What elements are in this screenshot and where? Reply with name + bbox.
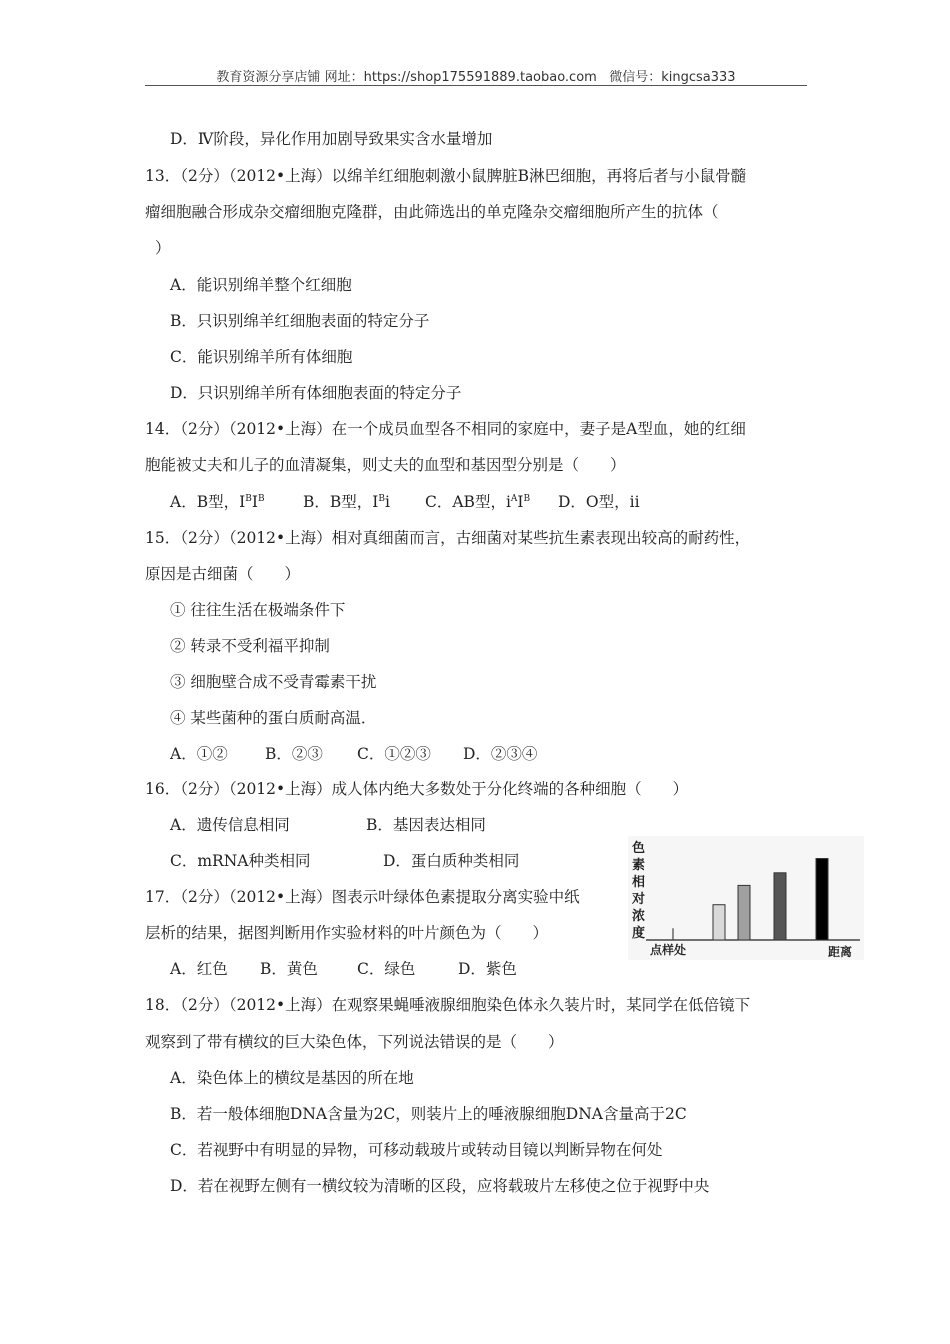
q18-stem-line2: 观察到了带有横纹的巨大染色体，下列说法错误的是（ ） [145, 1033, 564, 1051]
q13-option-d: D．只识别绵羊所有体细胞表面的特定分子 [170, 384, 462, 402]
pigment-chromatography-chart [628, 836, 864, 960]
q14-option-b-text: B．B型，I [303, 493, 379, 511]
q15-item-3: ③ 细胞壁合成不受青霉素干扰 [170, 673, 377, 691]
q14-option-a-mid: I [251, 493, 258, 511]
q16-option-c: C．mRNA种类相同 [170, 852, 311, 870]
q14-option-a-text: A．B型，I [170, 493, 246, 511]
q18-option-b: B．若一般体细胞DNA含量为2C，则装片上的唾液腺细胞DNA含量高于2C [170, 1105, 687, 1123]
q15-item-2: ② 转录不受利福平抑制 [170, 637, 330, 655]
q16-option-a: A．遗传信息相同 [170, 816, 290, 834]
q14-option-c-sup2: B [523, 494, 531, 504]
q18-stem-line1: 18．（2分）（2012•上海）在观察果蝇唾液腺细胞染色体永久装片时，某同学在低倍镜下 [145, 996, 751, 1014]
q13-stem-line2: 瘤细胞融合形成杂交瘤细胞克隆群，由此筛选出的单克隆杂交瘤细胞所产生的抗体（ [145, 203, 719, 221]
q16-option-d: D．蛋白质种类相同 [383, 852, 520, 870]
q14-option-c-text: C．AB型，i [425, 493, 511, 511]
q14-stem-line2: 胞能被丈夫和儿子的血清凝集，则丈夫的血型和基因型分别是（ ） [145, 456, 626, 474]
chart-bar-3 [774, 873, 786, 940]
q14-option-b-sup: B [378, 494, 386, 504]
chart-y-label-char: 对 [632, 892, 646, 907]
q14-option-c-sup1: A [510, 494, 518, 504]
chart-bar-1 [713, 905, 725, 940]
q15-item-4: ④ 某些菌种的蛋白质耐高温． [170, 709, 377, 727]
q17-option-c: C．绿色 [357, 960, 416, 978]
q17-stem-line1: 17．（2分）（2012•上海）图表示叶绿体色素提取分离实验中纸 [145, 888, 580, 906]
q15-option-c: C．①②③ [357, 745, 431, 763]
q14-option-c [425, 490, 530, 512]
chart-y-label-char: 相 [632, 875, 646, 890]
header-url-label: 网址： [324, 70, 364, 85]
q13-option-b: B．只识别绵羊红细胞表面的特定分子 [170, 312, 430, 330]
q14-option-a [170, 490, 265, 512]
q14-option-a-sup1: B [245, 494, 252, 504]
q14-stem-line1: 14．（2分）（2012•上海）在一个成员血型各不相同的家庭中，妻子是A型血，她的红细 [145, 420, 746, 438]
header-shop: 教育资源分享店铺 [216, 70, 321, 85]
q14-option-a-sup2: B [257, 494, 265, 504]
page-header [145, 66, 807, 85]
q13-stem-line3: ） [155, 239, 171, 257]
q15-stem-line1: 15．（2分）（2012•上海）相对真细菌而言，古细菌对某些抗生素表现出较高的耐药性， [145, 529, 751, 547]
chart-x-label-origin: 点样处 [650, 943, 687, 957]
q14-option-c-mid: I [517, 493, 524, 511]
q12-option-d: D．Ⅳ阶段，异化作用加剧导致果实含水量增加 [170, 130, 493, 148]
q17-option-d: D．紫色 [458, 960, 517, 978]
q17-option-a: A．红色 [170, 960, 228, 978]
q16-stem: 16．（2分）（2012•上海）成人体内绝大多数处于分化终端的各种细胞（ ） [145, 780, 689, 798]
q18-option-d: D．若在视野左侧有一横纹较为清晰的区段，应将载玻片左移使之位于视野中央 [170, 1177, 710, 1195]
chart-y-label-char: 色 [632, 841, 646, 856]
q16-option-b: B．基因表达相同 [366, 816, 486, 834]
q13-option-a: A．能识别绵羊整个红细胞 [170, 276, 352, 294]
q18-option-a: A．染色体上的横纹是基因的所在地 [170, 1069, 414, 1087]
q15-item-1: ① 往往生活在极端条件下 [170, 601, 346, 619]
header-wechat: kingcsa333 [661, 70, 736, 85]
q14-option-d: D．O型，ii [558, 493, 640, 511]
chart-y-label-char: 素 [632, 858, 646, 873]
chart-bar-4 [816, 859, 828, 940]
header-url[interactable]: https://shop175591889.taobao.com [363, 70, 597, 85]
q14-option-b [303, 490, 390, 512]
chart-y-label-char: 度 [632, 926, 646, 941]
chart-y-label-char: 浓 [632, 909, 646, 924]
q15-option-b: B．②③ [265, 745, 323, 763]
chart-bar-2 [738, 885, 750, 940]
q18-option-c: C．若视野中有明显的异物，可移动载玻片或转动目镜以判断异物在何处 [170, 1141, 663, 1159]
q13-option-c: C．能识别绵羊所有体细胞 [170, 348, 353, 366]
header-wechat-label: 微信号： [609, 70, 662, 85]
header-divider [145, 85, 807, 86]
q17-stem-line2: 层析的结果，据图判断用作实验材料的叶片颜色为（ ） [145, 924, 549, 942]
q14-option-b-tail: i [385, 493, 390, 511]
q13-stem-line1: 13．（2分）（2012•上海）以绵羊红细胞刺激小鼠脾脏B淋巴细胞，再将后者与小鼠骨髓 [145, 167, 747, 185]
q15-option-d: D．②③④ [463, 745, 538, 763]
q15-option-a: A．①② [170, 745, 228, 763]
q15-stem-line2: 原因是古细菌（ ） [145, 565, 301, 583]
q17-option-b: B．黄色 [260, 960, 318, 978]
chart-x-label-distance: 距离 [828, 945, 853, 959]
